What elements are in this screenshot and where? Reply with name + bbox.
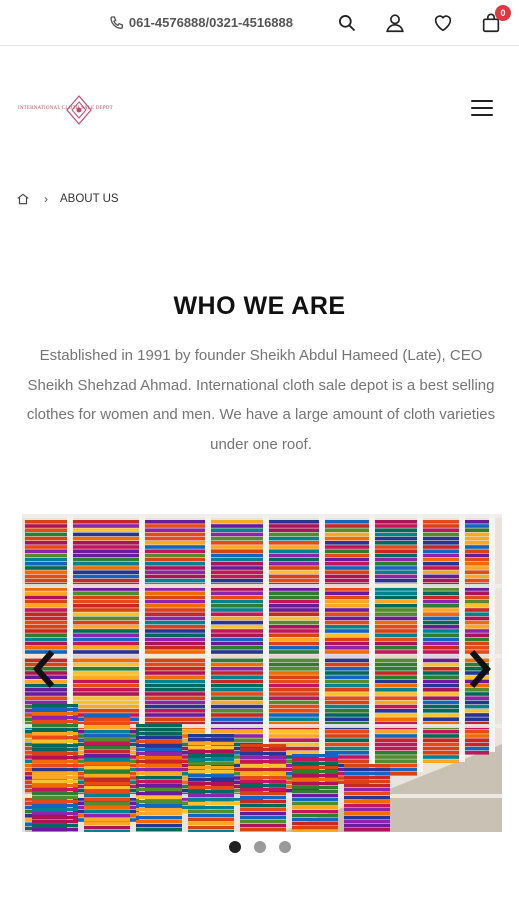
- image-slider[interactable]: [22, 514, 502, 832]
- slider-prev-button[interactable]: [30, 644, 60, 694]
- phone-icon: [109, 15, 125, 31]
- about-description: Established in 1991 by founder Sheikh Abdul Hameed (Late), CEO Sheikh Shehzad Ahmad. International cloth sale depot is a best selling clothes for women and men. We have a large amount of cloth varieties under one roof.: [26, 347, 496, 453]
- hamburger-line: [471, 114, 493, 116]
- site-logo[interactable]: [18, 92, 138, 128]
- top-bar: [0, 0, 519, 46]
- user-icon: [384, 12, 406, 34]
- slider-dot[interactable]: [254, 841, 266, 853]
- menu-button[interactable]: [471, 100, 493, 118]
- breadcrumb-current: ABOUT US: [60, 193, 119, 205]
- search-icon: [337, 13, 357, 33]
- breadcrumb: [16, 192, 119, 206]
- slide-image: [22, 514, 502, 832]
- section-title: WHO WE ARE: [173, 292, 346, 320]
- hamburger-menu-icon: [471, 100, 493, 102]
- search-button[interactable]: [335, 11, 359, 35]
- site-header: [0, 82, 519, 138]
- home-icon[interactable]: [16, 192, 30, 206]
- phone-contact[interactable]: [109, 15, 293, 31]
- slider-next-button[interactable]: [464, 644, 494, 694]
- slider-dot[interactable]: [229, 841, 241, 853]
- slider-pagination: [0, 841, 519, 853]
- logo-text: INTERNATIONAL CLOTH SALE DEPOT: [18, 106, 113, 111]
- slider-dot[interactable]: [279, 841, 291, 853]
- phone-number: 061-4576888/0321-4516888: [128, 15, 293, 30]
- breadcrumb-separator-icon: ›: [44, 192, 48, 206]
- chevron-right-icon: [466, 648, 492, 690]
- cart-count-badge: 0: [495, 5, 511, 21]
- hamburger-line: [471, 107, 493, 109]
- heart-icon: [432, 12, 454, 34]
- account-button[interactable]: [383, 11, 407, 35]
- wishlist-button[interactable]: [431, 11, 455, 35]
- chevron-left-icon: [32, 648, 58, 690]
- cart-button[interactable]: [479, 7, 506, 35]
